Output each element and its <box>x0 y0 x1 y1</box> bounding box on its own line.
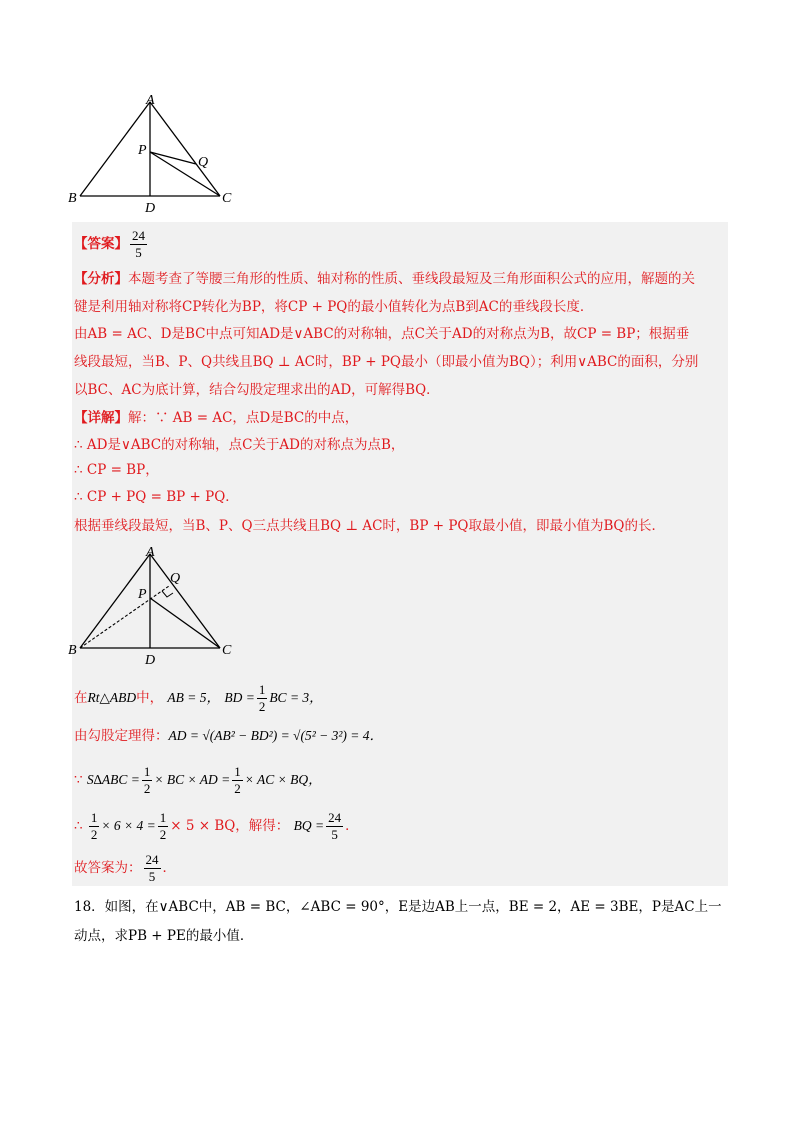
detail-line-2: ∴ AD是∨ABC的对称轴，点C关于AD的对称点为点B， <box>74 437 405 453</box>
answer-line <box>74 228 149 261</box>
fig1-label-B: B <box>68 191 77 206</box>
fraction-half-4: $\frac{1}{2}$ <box>90 810 98 842</box>
fig2-label-B: B <box>68 643 77 658</box>
figure-1-triangle <box>66 92 246 214</box>
detail-line-5: 根据垂线段最短，当B、P、Q三点共线且BQ ⊥ AC时，BP + PQ取最小值，即最小值为BQ的长． <box>74 518 665 534</box>
detail-line-7: 由勾股定理得：AD = √(AB² − BD²) = √(5² − 3²) = 4． <box>74 728 384 744</box>
fraction-24-5-a: $\frac{24}{5}$ <box>328 810 342 842</box>
question-18-line-1: 18．如图，在∨ABC中，AB = BC，∠ABC = 90°，E是边AB上一点，BE = 2，AE = 3BE，P是AC上一 <box>74 899 722 915</box>
fig1-label-P: P <box>138 143 147 158</box>
fig1-label-D: D <box>145 201 156 214</box>
figure-2-triangle <box>66 544 246 666</box>
analysis-line-3: 由AB = AC、D是BC中点可知AD是∨ABC的对称轴，点C关于AD的对称点为B，故CP = BP；根据垂 <box>74 326 690 342</box>
fraction-24-5-b: $\frac{24}{5}$ <box>145 852 159 884</box>
detail-line-8: ∵ S∆ABC = $\frac{1}{2}$ × BC × AD = $\frac{1}{2}$ × AC × BQ， <box>74 764 322 796</box>
fraction-half-5: $\frac{1}{2}$ <box>159 810 167 842</box>
fraction-half-3: $\frac{1}{2}$ <box>234 764 241 796</box>
analysis-line-4: 线段最短，当B、P、Q共线且BQ ⊥ AC时，BP + PQ最小（即最小值为BQ）；利用∨ABC的面积，分别 <box>74 354 699 370</box>
fig2-label-P: P <box>138 587 147 602</box>
detail-line-10: 故答案为： $\frac{24}{5}$ ． <box>74 852 176 884</box>
fig2-label-D: D <box>145 653 156 666</box>
fig2-label-C: C <box>222 643 232 658</box>
fig2-label-A: A <box>146 545 155 560</box>
fig1-label-Q: Q <box>198 155 209 170</box>
fig1-label-A: A <box>146 93 155 108</box>
question-18-line-2: 动点，求PB + PE的最小值． <box>74 928 254 944</box>
detail-line-3: ∴ CP = BP， <box>74 462 159 478</box>
answer-tag: 【答案】 <box>74 236 128 252</box>
detail-line-1: 【详解】解：∵ AB = AC，点D是BC的中点， <box>74 410 359 426</box>
detail-line-4: ∴ CP + PQ = BP + PQ． <box>74 489 239 505</box>
analysis-line-5: 以BC、AC为底计算，结合勾股定理求出的AD，可解得BQ． <box>74 382 440 398</box>
fraction-half-1: $\frac{1}{2}$ <box>258 682 266 714</box>
fig1-label-C: C <box>222 191 232 206</box>
answer-fraction: $\frac{24}{5}$ <box>132 228 145 260</box>
fraction-half-2: $\frac{1}{2}$ <box>143 764 151 796</box>
analysis-line-1: 【分析】本题考查了等腰三角形的性质、轴对称的性质、垂线段最短及三角形面积公式的应用，解题的关 <box>74 271 695 287</box>
analysis-line-2: 键是利用轴对称将CP转化为BP，将CP + PQ的最小值转化为点B到AC的垂线段长度． <box>74 299 594 315</box>
detail-line-6: 在Rt△ABD中， AB = 5， BD = $\frac{1}{2}$ BC = 3， <box>74 682 323 714</box>
fig2-label-Q: Q <box>170 571 181 586</box>
detail-line-9: ∴ $\frac{1}{2}$ × 6 × 4 = $\frac{1}{2}$ × 5 × BQ，解得： BQ = $\frac{24}{5}$ ． <box>74 810 359 842</box>
